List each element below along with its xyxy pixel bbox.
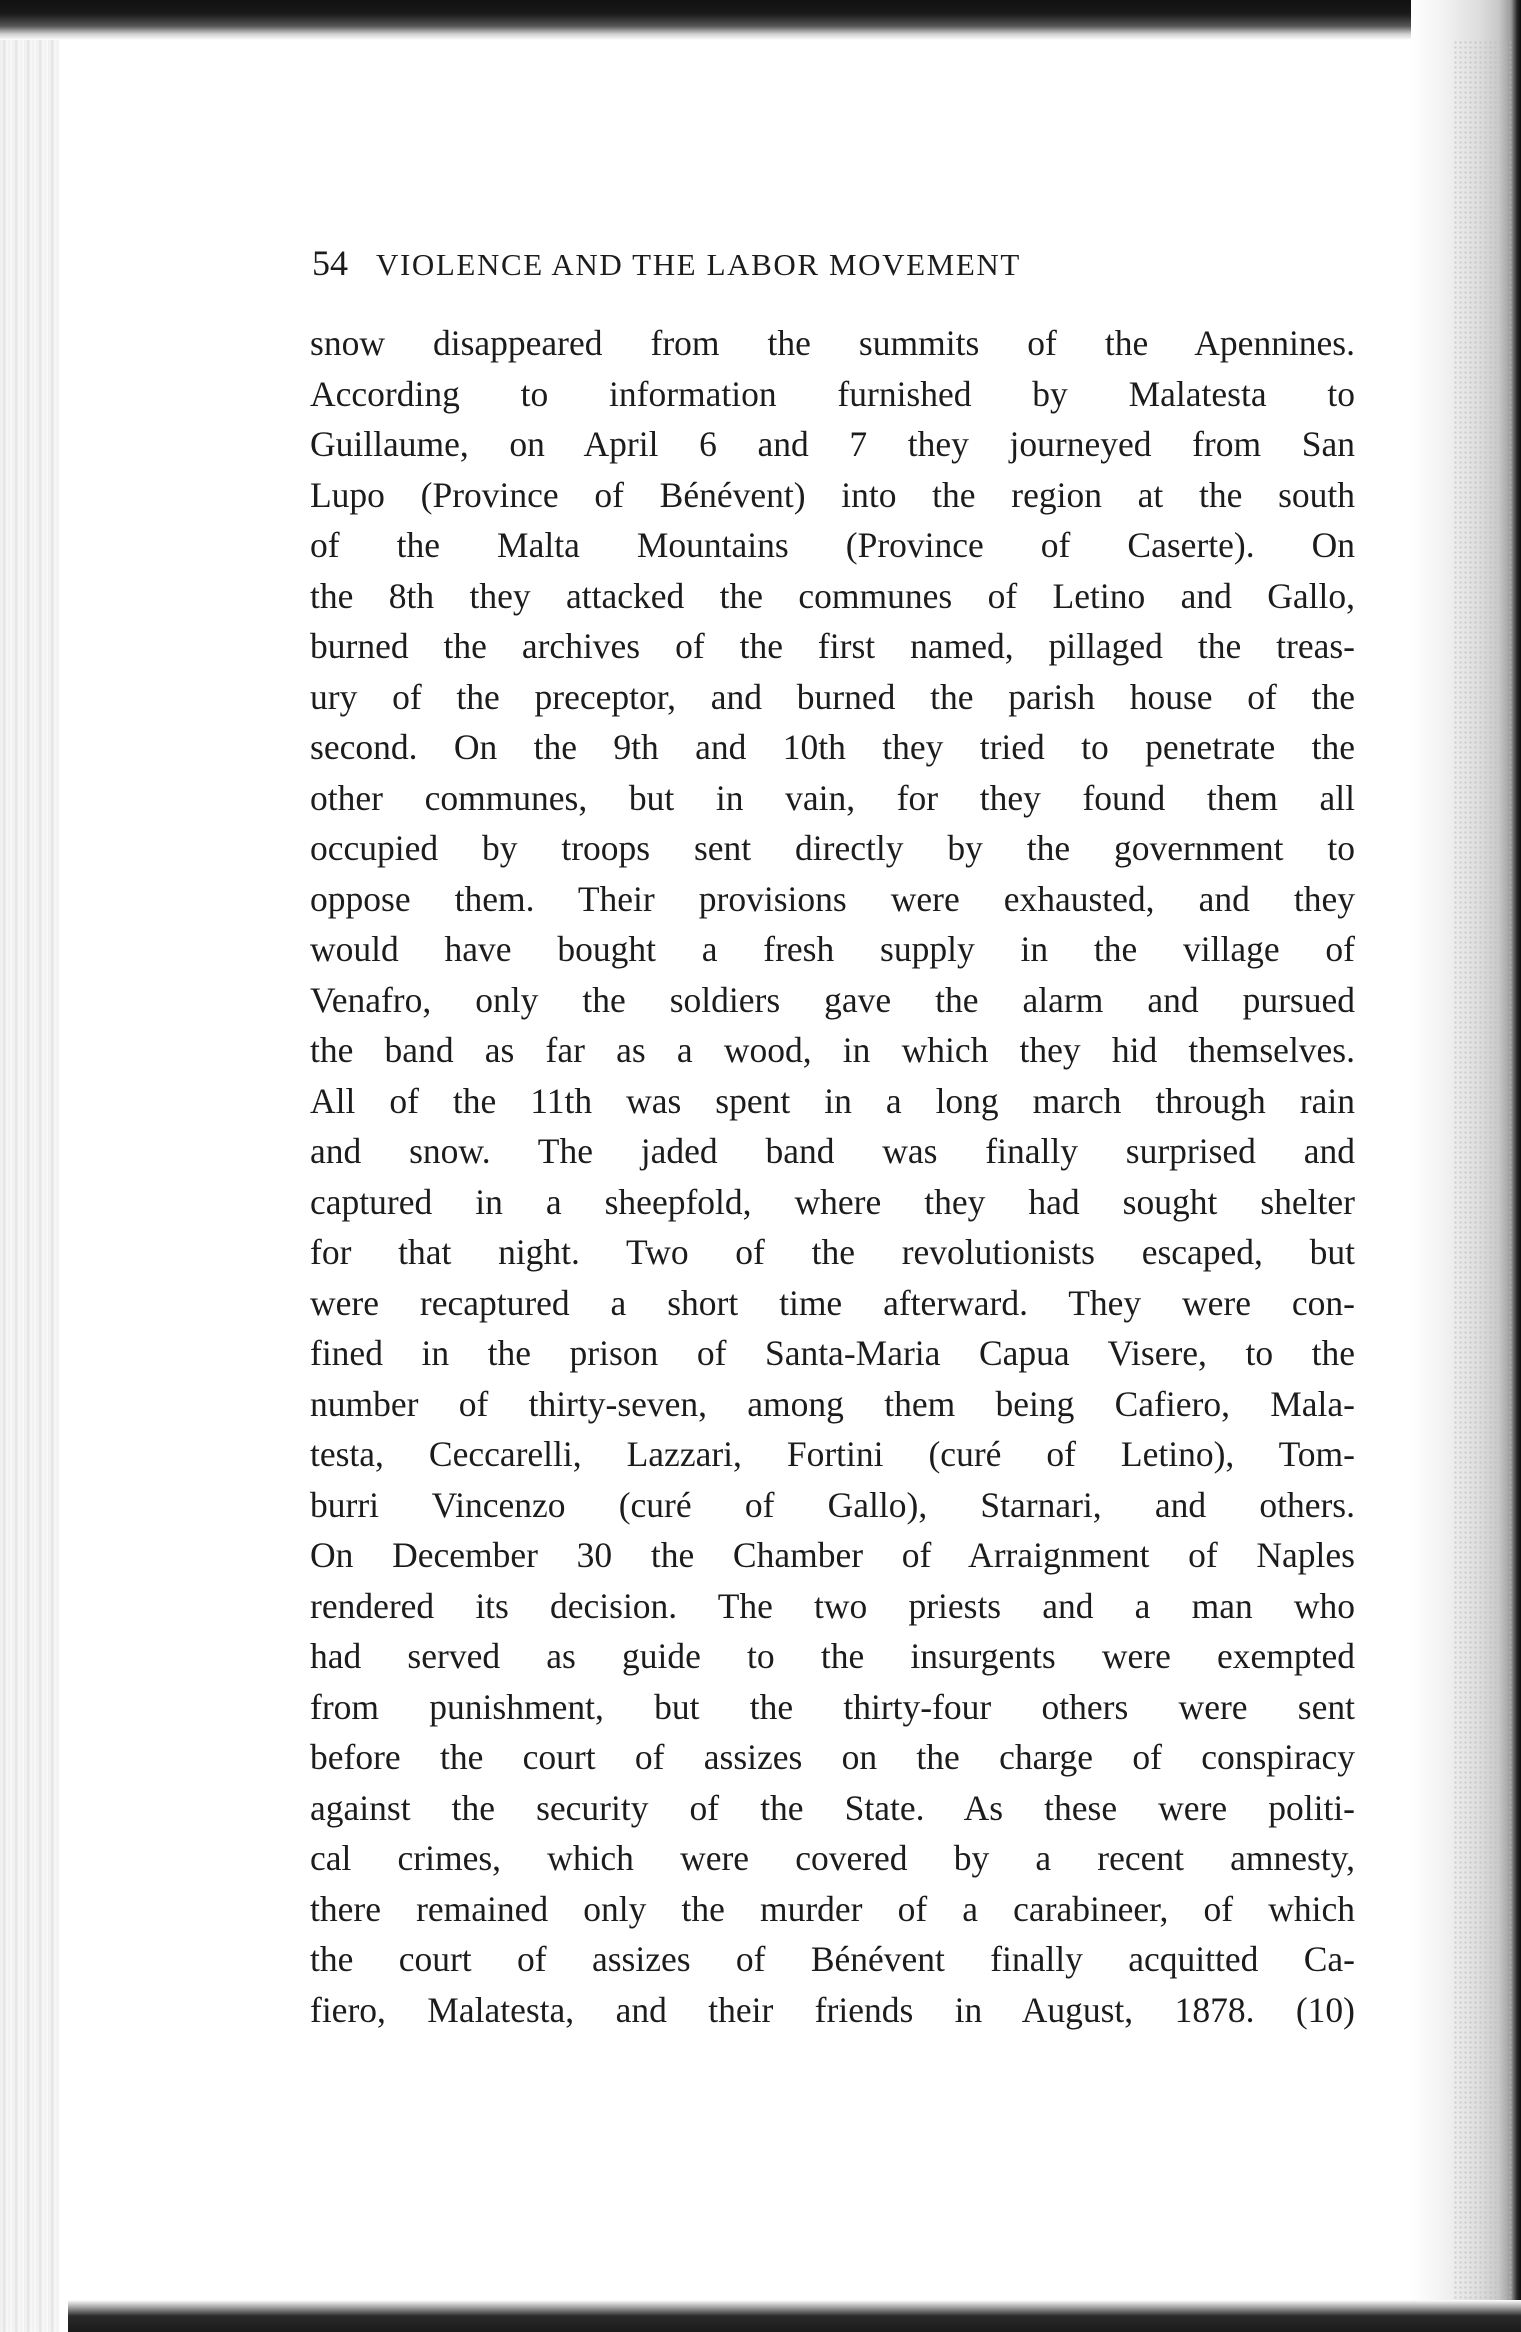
text-line: Venafro, only the soldiers gave the alarm and pursued [310,979,1355,1020]
text-line: ury of the preceptor, and burned the parish house of the [310,676,1355,717]
text-line: rendered its decision. The two priests and a man who [310,1585,1355,1626]
text-line: against the security of the State. As these were politi- [310,1787,1355,1828]
text-line: fined in the prison of Santa-Maria Capua Visere, to the [310,1333,1355,1373]
text-line: occupied by troops sent directly by the government to [310,828,1355,868]
text-line: second. On the 9th and 10th they tried to penetrate the [310,727,1355,767]
text-line: testa, Ceccarelli, Lazzari, Fortini (curé of Letino), Tom- [310,1434,1355,1474]
text-line: Guillaume, on April 6 and 7 they journeyed from San [310,424,1355,464]
text-line: and snow. The jaded band was finally surprised and [310,1131,1355,1171]
running-head [312,242,1262,294]
text-line: there remained only the murder of a carabineer, of which [310,1888,1355,1929]
running-title: VIOLENCE AND THE LABOR MOVEMENT [376,247,1021,282]
text-line: cal crimes, which were covered by a recent amnesty, [310,1838,1355,1878]
text-line: Lupo (Province of Bénévent) into the region at the south [310,474,1355,515]
text-line: other communes, but in vain, for they found them all [310,777,1355,818]
text-line: oppose them. Their provisions were exhausted, and they [310,878,1355,919]
text-line: snow disappeared from the summits of the Apennines. [310,323,1355,363]
text-line: All of the 11th was spent in a long march through rain [310,1080,1355,1121]
text-line: burri Vincenzo (curé of Gallo), Starnari, and others. [310,1484,1355,1525]
text-line: burned the archives of the first named, pillaged the treas- [310,626,1355,666]
text-line: On December 30 the Chamber of Arraignment of Naples [310,1535,1355,1575]
text-line: for that night. Two of the revolutionists escaped, but [310,1232,1355,1272]
text-line: would have bought a fresh supply in the village of [310,929,1355,969]
body-text [310,318,1355,2035]
text-line: captured in a sheepfold, where they had sought shelter [310,1181,1355,1222]
text-line: the court of assizes of Bénévent finally acquitted Ca- [310,1939,1355,1979]
text-line: of the Malta Mountains (Province of Caserte). On [310,525,1355,565]
text-line: According to information furnished by Malatesta to [310,373,1355,414]
text-line: had served as guide to the insurgents were exempted [310,1636,1355,1676]
text-line: were recaptured a short time afterward. They were con- [310,1282,1355,1323]
text-line: before the court of assizes on the charge of conspiracy [310,1737,1355,1777]
text-line: from punishment, but the thirty-four others were sent [310,1686,1355,1727]
text-line: the 8th they attacked the communes of Letino and Gallo, [310,575,1355,616]
text-line: the band as far as a wood, in which they hid themselves. [310,1030,1355,1070]
text-line: number of thirty-seven, among them being Cafiero, Mala- [310,1383,1355,1424]
page-number: 54 [312,243,348,283]
text-line: fiero, Malatesta, and their friends in August, 1878. (10) [310,1989,1355,2030]
